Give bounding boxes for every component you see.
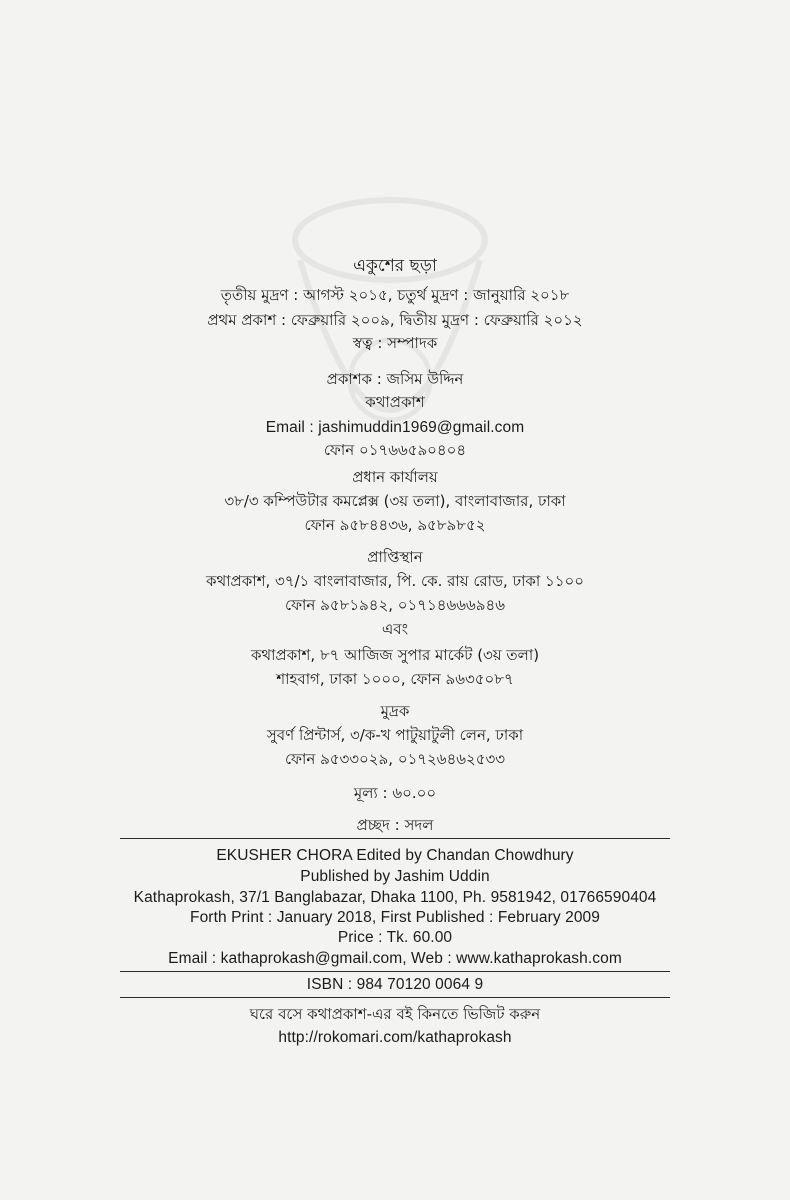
english-price: Price : Tk. 60.00 <box>337 929 453 946</box>
print-history-line-2: প্রথম প্রকাশ : ফেব্রুয়ারি ২০০৯, দ্বিতীয় মুদ্রণ : ফেব্রুয়ারি ২০১২ <box>207 311 583 329</box>
english-address: Kathaprokash, 37/1 Banglabazar, Dhaka 1100, Ph. 9581942, 01766590404 <box>133 889 657 906</box>
isbn: ISBN : 984 70120 0064 9 <box>306 976 484 993</box>
promo-text: ঘরে বসে কথাপ্রকাশ-এর বই কিনতে ভিজিট করুন <box>249 1005 541 1023</box>
divider-middle <box>120 971 670 972</box>
outlet-2-city: শাহবাগ, ঢাকা ১০০০, ফোন ৯৬৩৫০৮৭ <box>276 670 514 688</box>
outlet-1-phone: ফোন ৯৫৮১৯৪২, ০১৭১৪৬৬৬৯৪৬ <box>285 596 505 614</box>
outlet-2-address: কথাপ্রকাশ, ৮৭ আজিজ সুপার মার্কেট (৩য় তলা) <box>250 646 540 664</box>
publisher-email: Email : jashimuddin1969@gmail.com <box>265 419 525 436</box>
printer-label: মুদ্রক <box>380 702 410 720</box>
head-office-label: প্রধান কার্যালয় <box>352 468 438 486</box>
price-bangla: মূল্য : ৬০.০০ <box>353 784 437 802</box>
publisher-line: প্রকাশক : জসিম উদ্দিন <box>326 370 464 388</box>
promo-url[interactable]: http://rokomari.com/kathaprokash <box>278 1029 512 1046</box>
english-contact: Email : kathaprokash@gmail.com, Web : www.kathaprokash.com <box>168 950 622 967</box>
head-office-address: ৩৮/৩ কম্পিউটার কমপ্লেক্স (৩য় তলা), বাংলাবাজার, ঢাকা <box>224 492 566 510</box>
and-separator: এবং <box>381 620 409 638</box>
head-office-phone: ফোন ৯৫৮৪৪৩৬, ৯৫৮৯৮৫২ <box>304 516 486 534</box>
divider-bottom <box>120 997 670 998</box>
divider-top <box>120 838 670 839</box>
english-print-info: Forth Print : January 2018, First Published : February 2009 <box>190 909 600 926</box>
copyright-line: স্বত্ব : সম্পাদক <box>352 334 438 352</box>
publisher-house: কথাপ্রকাশ <box>365 393 425 411</box>
publisher-phone: ফোন ০১৭৬৬৫৯০৪০৪ <box>323 441 467 459</box>
outlet-label: প্রাপ্তিস্থান <box>367 548 423 566</box>
printer-address: সুবর্ণ প্রিন্টার্স, ৩/ক-খ পাটুয়াটুলী লেন, ঢাকা <box>266 726 524 744</box>
printer-phone: ফোন ৯৫৩৩০২৯, ০১৭২৬৪৬২৫৩৩ <box>284 750 506 768</box>
print-history-line-1: তৃতীয় মুদ্রণ : আগস্ট ২০১৫, চতুর্থ মুদ্রণ : জানুয়ারি ২০১৮ <box>220 286 570 304</box>
english-title-line: EKUSHER CHORA Edited by Chandan Chowdhury <box>216 847 574 864</box>
book-title: একুশের ছড়া <box>353 256 437 276</box>
outlet-1-address: কথাপ্রকাশ, ৩৭/১ বাংলাবাজার, পি. কে. রায় রোড, ঢাকা ১১০০ <box>205 572 585 590</box>
cover-designer: প্রচ্ছদ : সদল <box>356 816 434 834</box>
english-publisher: Published by Jashim Uddin <box>300 868 490 885</box>
